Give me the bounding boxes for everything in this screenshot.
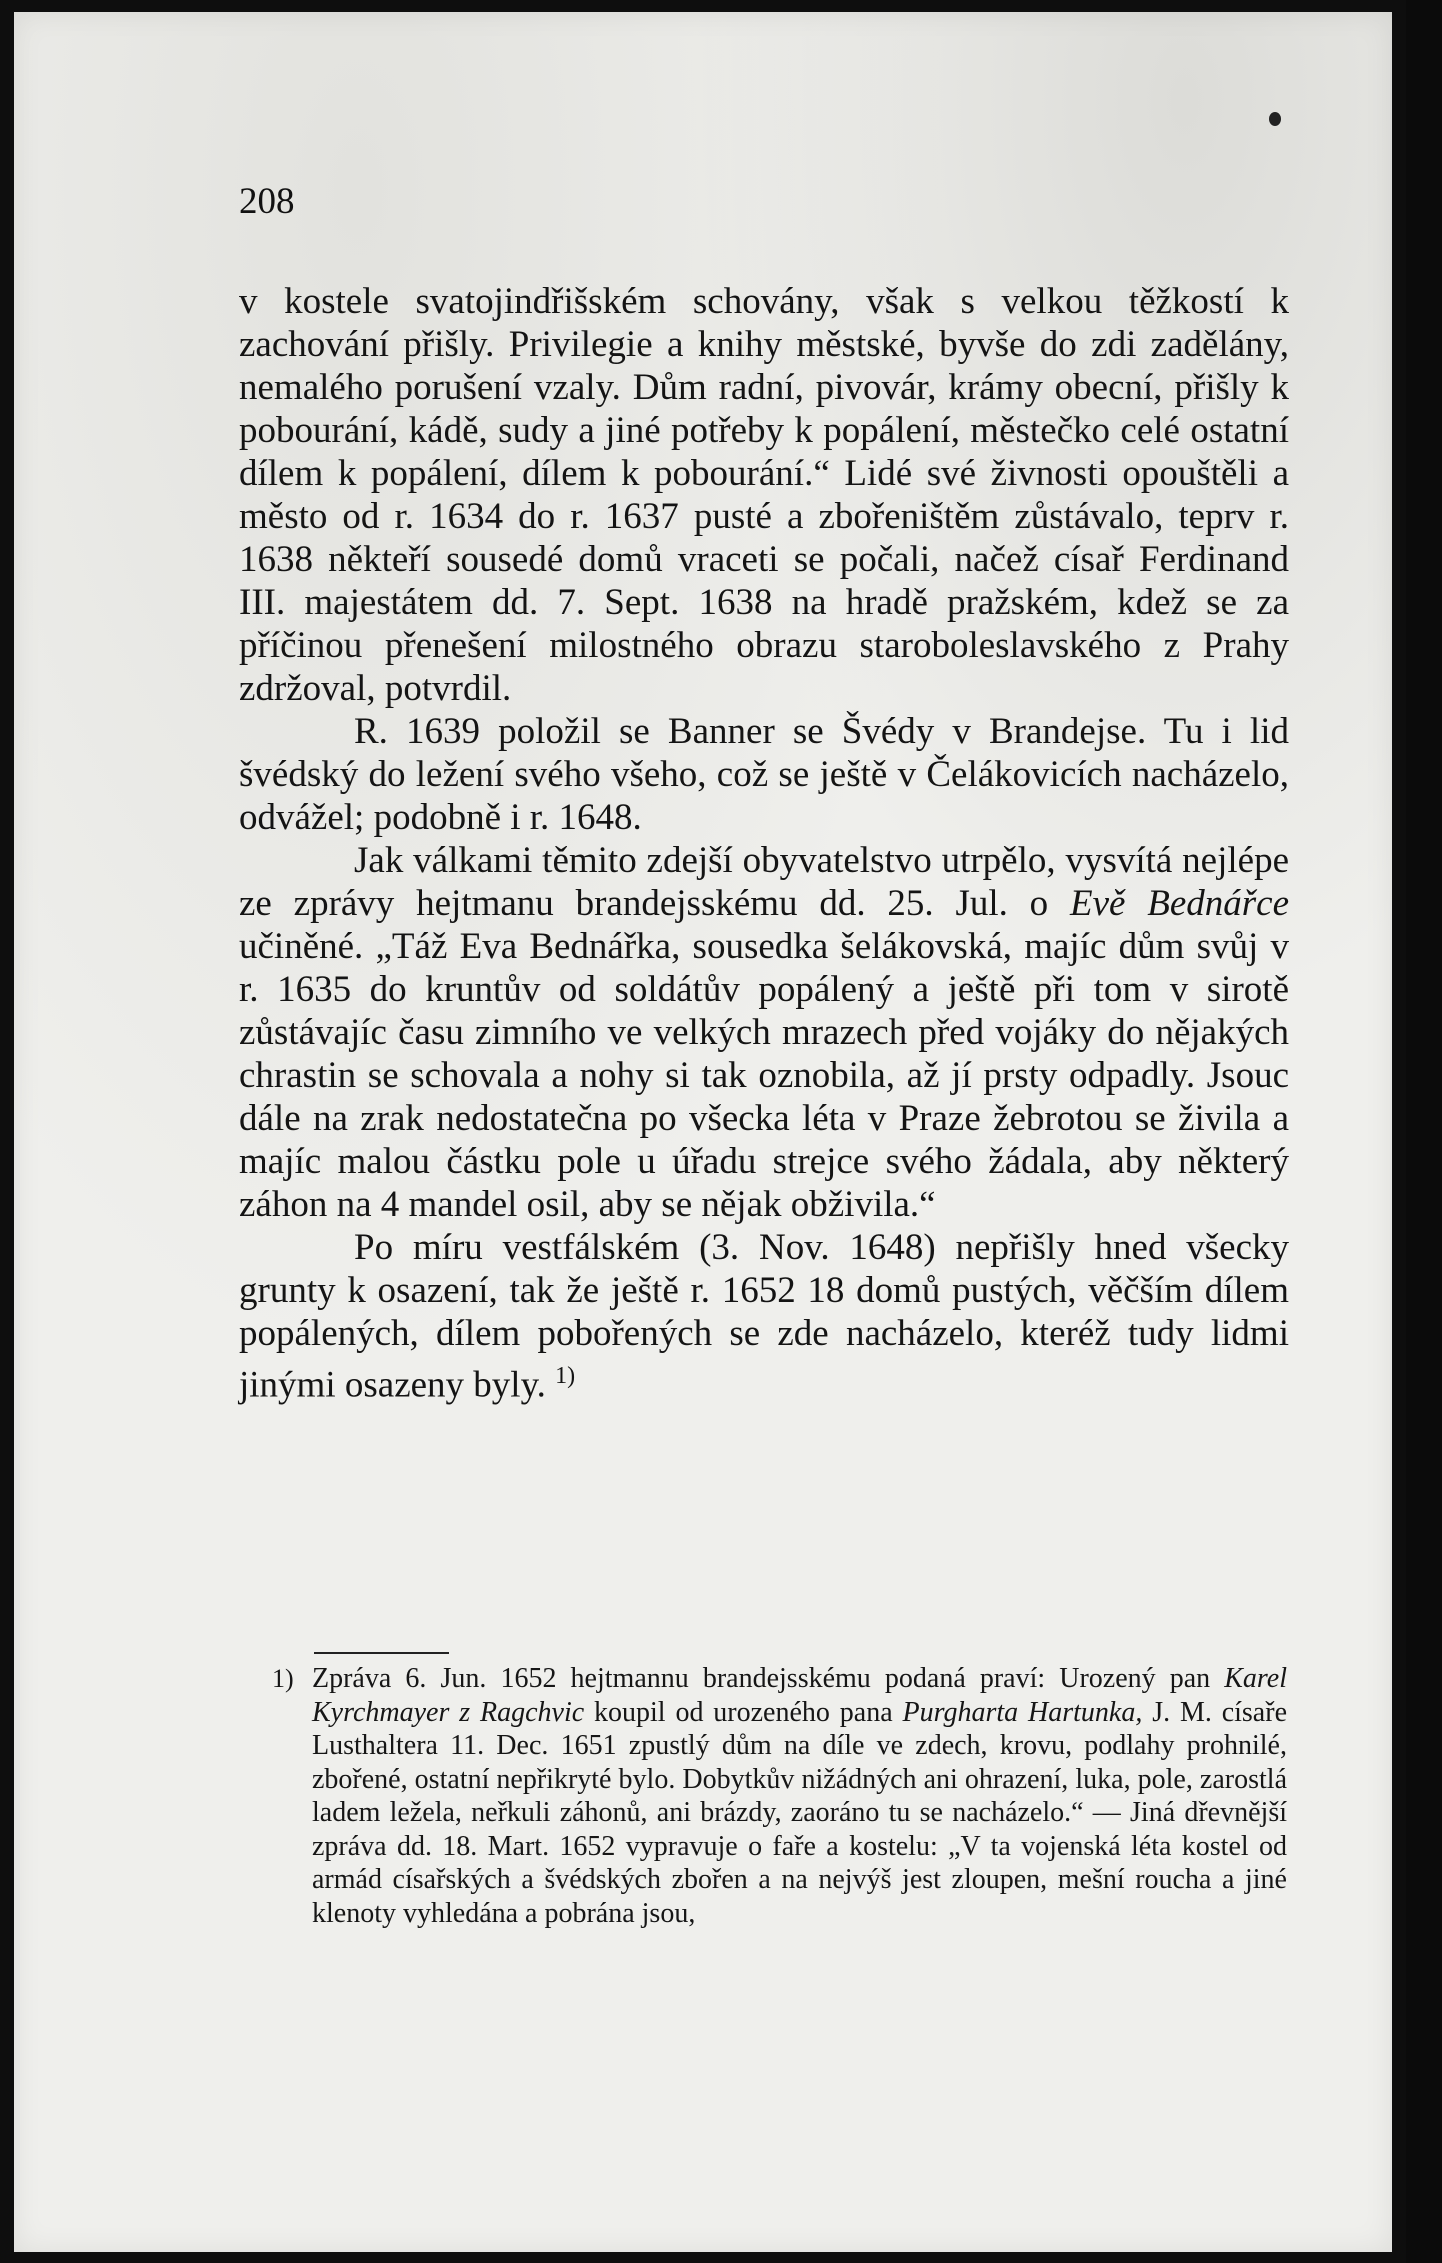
footnote-separator bbox=[314, 1652, 449, 1654]
scan-edge bbox=[1406, 0, 1442, 2263]
footnote-part-2: koupil od urozeného pana bbox=[584, 1696, 903, 1728]
book-page bbox=[14, 12, 1392, 2252]
footnote-part-3: J. M. císaře Lusthaltera 11. Dec. 1651 zpustlý dům na díle ve zdech, krovu, podlahy prohnilé, zbořené, ostatní nepřikryté bylo. Dobytkův nižádných ani ohrazení, luka, pole, zarostlá ladem ležela, neřkuli záhonů, ani brázdy, zaoráno tu se nacházelo.“ — Jiná dřevnější zpráva dd. 18. Mart. 1652 vypravuje o faře a kostelu: „V ta vojenská léta kostel od armád císařských a švédských zbořen a na nejvýš jest zloupen, mešní roucha a jiné klenoty vyhledána a pobrána jsou, bbox=[312, 1696, 1287, 1929]
footnote bbox=[272, 1662, 1287, 1930]
main-text bbox=[239, 280, 1289, 1406]
paragraph-2: R. 1639 položil se Banner se Švédy v Brandejse. Tu i lid švédský do ležení svého všeho, což se ještě v Čelákovicích nacházelo, odvážel; podobně i r. 1648. bbox=[239, 711, 1289, 838]
paragraph-1: v kostele svatojindřišském schovány, však s velkou těžkostí k zachování přišly. Privilegie a knihy městské, byvše do zdi zadělány, nemalého porušení vzaly. Dům radní, pivovár, krámy obecní, přišly k pobourání, kádě, sudy a jiné potřeby k popálení, městečko celé ostatní dílem k popálení, dílem k pobourání.“ Lidé své živnosti opouštěli a město od r. 1634 do r. 1637 pusté a zbořeništěm zůstávalo, teprv r. 1638 někteří sousedé domů vraceti se počali, načež císař Ferdinand III. majestátem dd. 7. Sept. 1638 na hradě pražském, kdež se za příčinou přenešení milostného obrazu staroboleslavského z Prahy zdržoval, potvrdil. bbox=[239, 281, 1289, 709]
ink-speck bbox=[1269, 112, 1281, 126]
paragraph-4-text: Po míru vestfálském (3. Nov. 1648) nepřišly hned všecky grunty k osazení, tak že ještě r. 1652 18 domů pustých, věčším dílem popálených, dílem pobořených se zde nacházelo, kteréž tudy lidmi jinými osazeny byly. bbox=[239, 1227, 1289, 1406]
paragraph-3 bbox=[239, 839, 1289, 1226]
footnote-part-1: Zpráva 6. Jun. 1652 hejtmannu brandejsskému podaná praví: Urozený pan bbox=[312, 1663, 1225, 1694]
footnote-marker: 1) bbox=[272, 1664, 294, 1693]
footnote-name-1: Karel Kyrchmayer z Ragchvic bbox=[312, 1663, 1287, 1728]
footnote-name-2: Purgharta Hartunka, bbox=[902, 1696, 1143, 1728]
footnote-reference: 1) bbox=[555, 1363, 576, 1389]
page-number: 208 bbox=[239, 181, 295, 222]
paragraph-3-rest: učiněné. „Táž Eva Bednářka, sousedka šelákovská, majíc dům svůj v r. 1635 do kruntův od soldátův popálený a ještě při tom v sirotě zůstávajíc času zimního ve velkých mrazech před vojáky do nějakých chrastin se schovala a nohy si tak oznobila, až jí prsty odpadly. Jsouc dále na zrak nedostatečna po všecka léta v Praze žebrotou se živila a majíc malou částku pole u úřadu strejce svého žádala, aby některý záhon na 4 mandel osil, aby se nějak obživila.“ bbox=[239, 926, 1289, 1225]
paragraph-3-start: Jak válkami těmito zdejší obyvatelstvo utrpělo, vysvítá nejlépe ze zprávy hejtmanu brandejsskému dd. 25. Jul. o bbox=[239, 840, 1289, 924]
paragraph-3-name: Evě Bednářce bbox=[1069, 883, 1289, 924]
paragraph-4 bbox=[239, 1226, 1289, 1406]
